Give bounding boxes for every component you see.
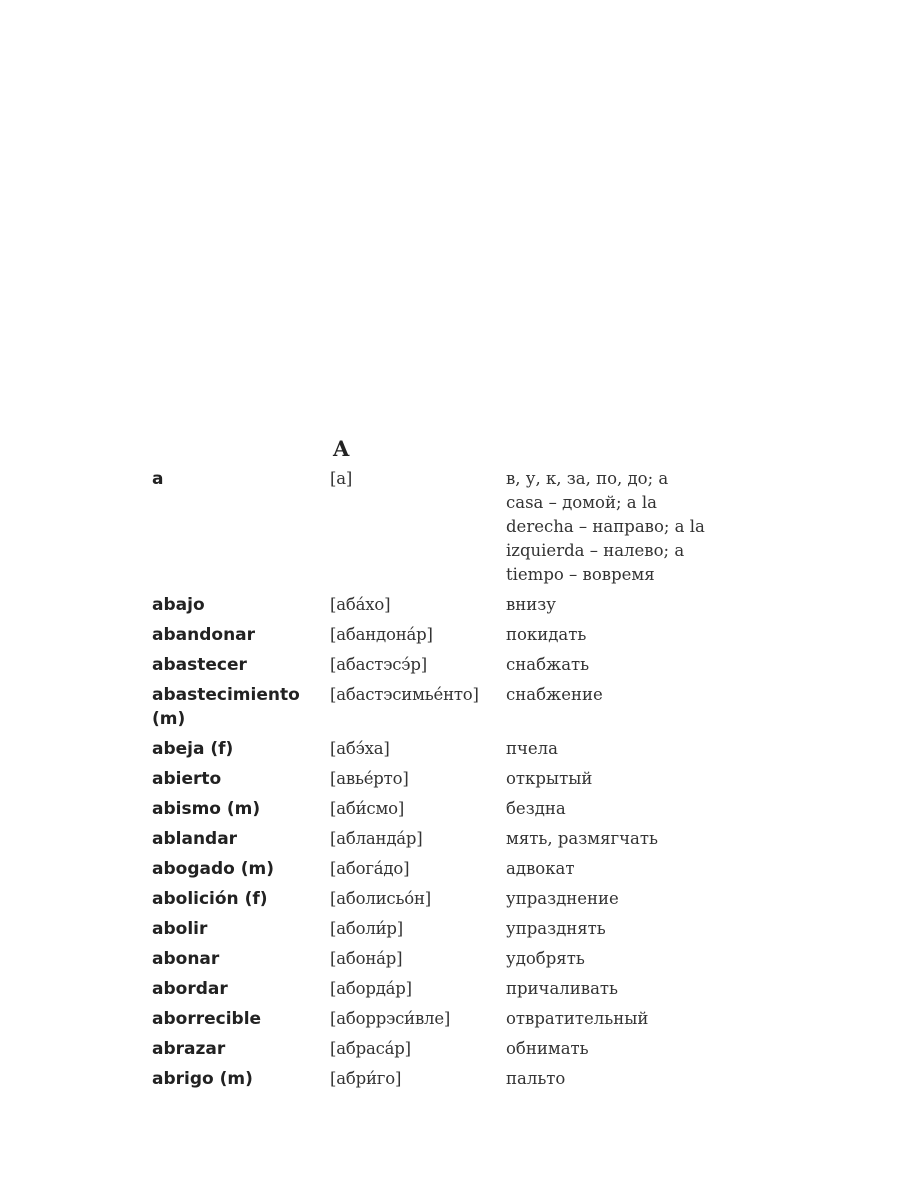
entry-word: abandonar: [152, 625, 256, 645]
entry-transcription: [абандона́р]: [330, 625, 433, 644]
dictionary-entry: [152, 857, 752, 881]
dictionary-entry: [152, 827, 752, 851]
entry-translation: снабжение: [506, 685, 603, 704]
entry-transcription: [аборрэси́вле]: [330, 1009, 451, 1028]
entry-transcription: [аба́хо]: [330, 595, 391, 614]
dictionary-entry: [152, 1037, 752, 1061]
entry-word: abeja (f): [152, 739, 234, 759]
entry-translation: снабжать: [506, 655, 590, 674]
dictionary-entry: [152, 767, 752, 791]
entry-word: abajo: [152, 595, 205, 615]
entry-word: abonar: [152, 949, 220, 969]
entry-word: abismo (m): [152, 799, 261, 819]
entry-transcription: [а]: [330, 469, 353, 488]
dictionary-entry: [152, 977, 752, 1001]
entry-word: abolición (f): [152, 889, 268, 909]
dictionary-entry: [152, 653, 752, 677]
entry-word: abastecer: [152, 655, 247, 675]
dictionary-entry: [152, 737, 752, 761]
entry-word: abastecimiento (m): [152, 685, 300, 729]
dictionary-entry: [152, 623, 752, 647]
dictionary-entry: [152, 917, 752, 941]
entry-translation: удобрять: [506, 949, 585, 968]
entry-transcription: [абланда́р]: [330, 829, 423, 848]
entry-word: abierto: [152, 769, 222, 789]
entry-translation: открытый: [506, 769, 593, 788]
entry-word: abordar: [152, 979, 228, 999]
entry-translation: внизу: [506, 595, 556, 614]
entry-translation: покидать: [506, 625, 587, 644]
section-letter-heading: A: [333, 436, 350, 461]
dictionary-entry: [152, 1007, 752, 1031]
dictionary-entry: [152, 593, 752, 617]
dictionary-entry: [152, 947, 752, 971]
entry-translation: адвокат: [506, 859, 575, 878]
dictionary-entry: [152, 887, 752, 911]
entry-word: aborrecible: [152, 1009, 262, 1029]
entry-translation: упразднять: [506, 919, 606, 938]
dictionary-entry: [152, 467, 752, 587]
entry-transcription: [аби́смо]: [330, 799, 405, 818]
entry-transcription: [абога́до]: [330, 859, 410, 878]
dictionary-entry: [152, 797, 752, 821]
entry-translation: в, у, к, за, по, до; a casa – домой; a la derecha – направо; a la izquierda – налево; a tiempo – вовремя: [506, 469, 705, 584]
dictionary-entries: [152, 467, 752, 1097]
entry-transcription: [авье́рто]: [330, 769, 409, 788]
entry-transcription: [абастэсимье́нто]: [330, 685, 479, 704]
entry-word: abrigo (m): [152, 1069, 253, 1089]
entry-word: abrazar: [152, 1039, 226, 1059]
entry-translation: отвратительный: [506, 1009, 649, 1028]
entry-translation: пальто: [506, 1069, 566, 1088]
entry-translation: упразднение: [506, 889, 619, 908]
entry-translation: обнимать: [506, 1039, 589, 1058]
dictionary-entry: [152, 683, 752, 731]
entry-transcription: [абраса́р]: [330, 1039, 411, 1058]
entry-word: a: [152, 469, 164, 489]
entry-word: abogado (m): [152, 859, 274, 879]
entry-transcription: [абри́го]: [330, 1069, 402, 1088]
entry-transcription: [аболи́р]: [330, 919, 404, 938]
dictionary-entry: [152, 1067, 752, 1091]
entry-word: abolir: [152, 919, 208, 939]
entry-translation: пчела: [506, 739, 558, 758]
entry-transcription: [абэ́ха]: [330, 739, 390, 758]
entry-transcription: [абона́р]: [330, 949, 403, 968]
entry-translation: причаливать: [506, 979, 619, 998]
entry-translation: бездна: [506, 799, 566, 818]
entry-word: ablandar: [152, 829, 238, 849]
entry-transcription: [абастэсэ́р]: [330, 655, 427, 674]
entry-transcription: [аборда́р]: [330, 979, 412, 998]
entry-translation: мять, размягчать: [506, 829, 658, 848]
entry-transcription: [аболисьо́н]: [330, 889, 432, 908]
